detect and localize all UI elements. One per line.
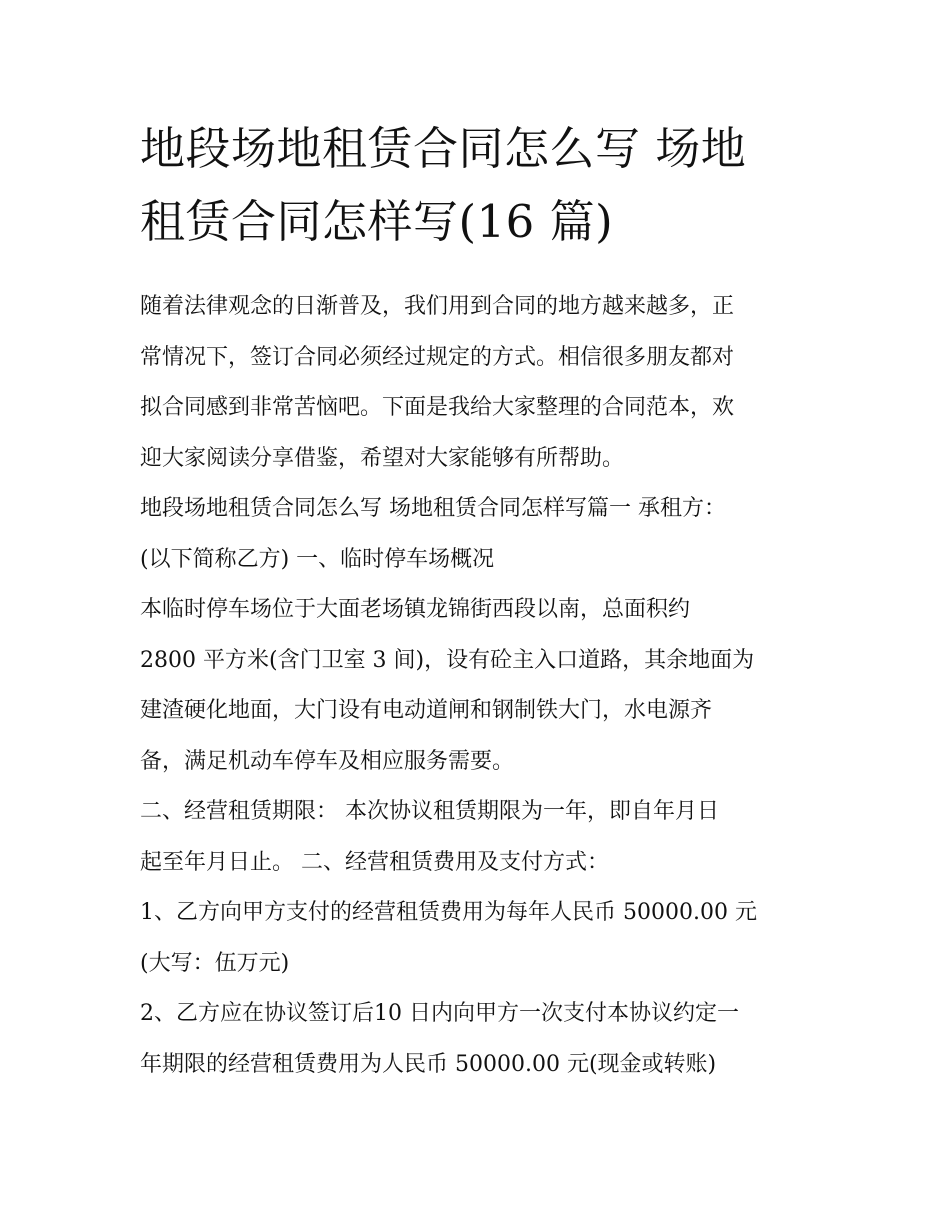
text-line: 2、乙方应在协议签订后10 日内向甲方一次支付本协议约定一: [140, 1001, 739, 1026]
paragraph-fee-clause-1: [140, 888, 812, 989]
paragraph-intro: [140, 282, 812, 484]
title-line-1: 地段场地租赁合同怎么写 场地: [140, 122, 747, 175]
paragraph-section-heading: [140, 484, 812, 585]
text-line: 常情况下，签订合同必须经过规定的方式。相信很多朋友都对: [140, 344, 735, 370]
paragraph-lease-term: [140, 787, 812, 888]
text-line: 本临时停车场位于大面老场镇龙锦街西段以南，总面积约: [140, 597, 691, 622]
text-line: 1、乙方向甲方支付的经营租赁费用为每年人民币 50000.00 元: [140, 900, 757, 925]
text-line: 二、经营租赁期限： 本次协议租赁期限为一年，即自年月日: [140, 799, 719, 824]
text-line: 拟合同感到非常苦恼吧。下面是我给大家整理的合同范本，欢: [140, 395, 735, 420]
text-line: 地段场地租赁合同怎么写 场地租赁合同怎样写篇一 承租方：: [140, 496, 726, 521]
document-body: [140, 282, 812, 1090]
text-line: 年期限的经营租赁费用为人民币 50000.00 元(现金或转账): [140, 1051, 717, 1077]
text-line: 2800 平方米(含门卫室 3 间)，设有砼主入口道路，其余地面为: [140, 647, 755, 673]
paragraph-parking-overview: [140, 585, 812, 787]
text-line: 随着法律观念的日渐普及，我们用到合同的地方越来越多，正: [140, 294, 735, 319]
text-line: 起至年月日止。 二、经营租赁费用及支付方式：: [140, 849, 609, 875]
text-line: 迎大家阅读分享借鉴，希望对大家能够有所帮助。: [140, 445, 625, 471]
text-line: (大写：伍万元): [140, 950, 290, 976]
text-line: 备，满足机动车停车及相应服务需要。: [140, 748, 515, 774]
document-title: [140, 112, 812, 258]
document-content: [140, 112, 812, 1090]
text-line: 建渣硬化地面，大门设有电动道闸和钢制铁大门，水电源齐: [140, 698, 713, 723]
title-line-2: 租赁合同怎样写(16 篇): [140, 195, 614, 248]
text-line: (以下简称乙方) 一、临时停车场概况: [140, 546, 495, 572]
paragraph-fee-clause-2: [140, 989, 812, 1090]
